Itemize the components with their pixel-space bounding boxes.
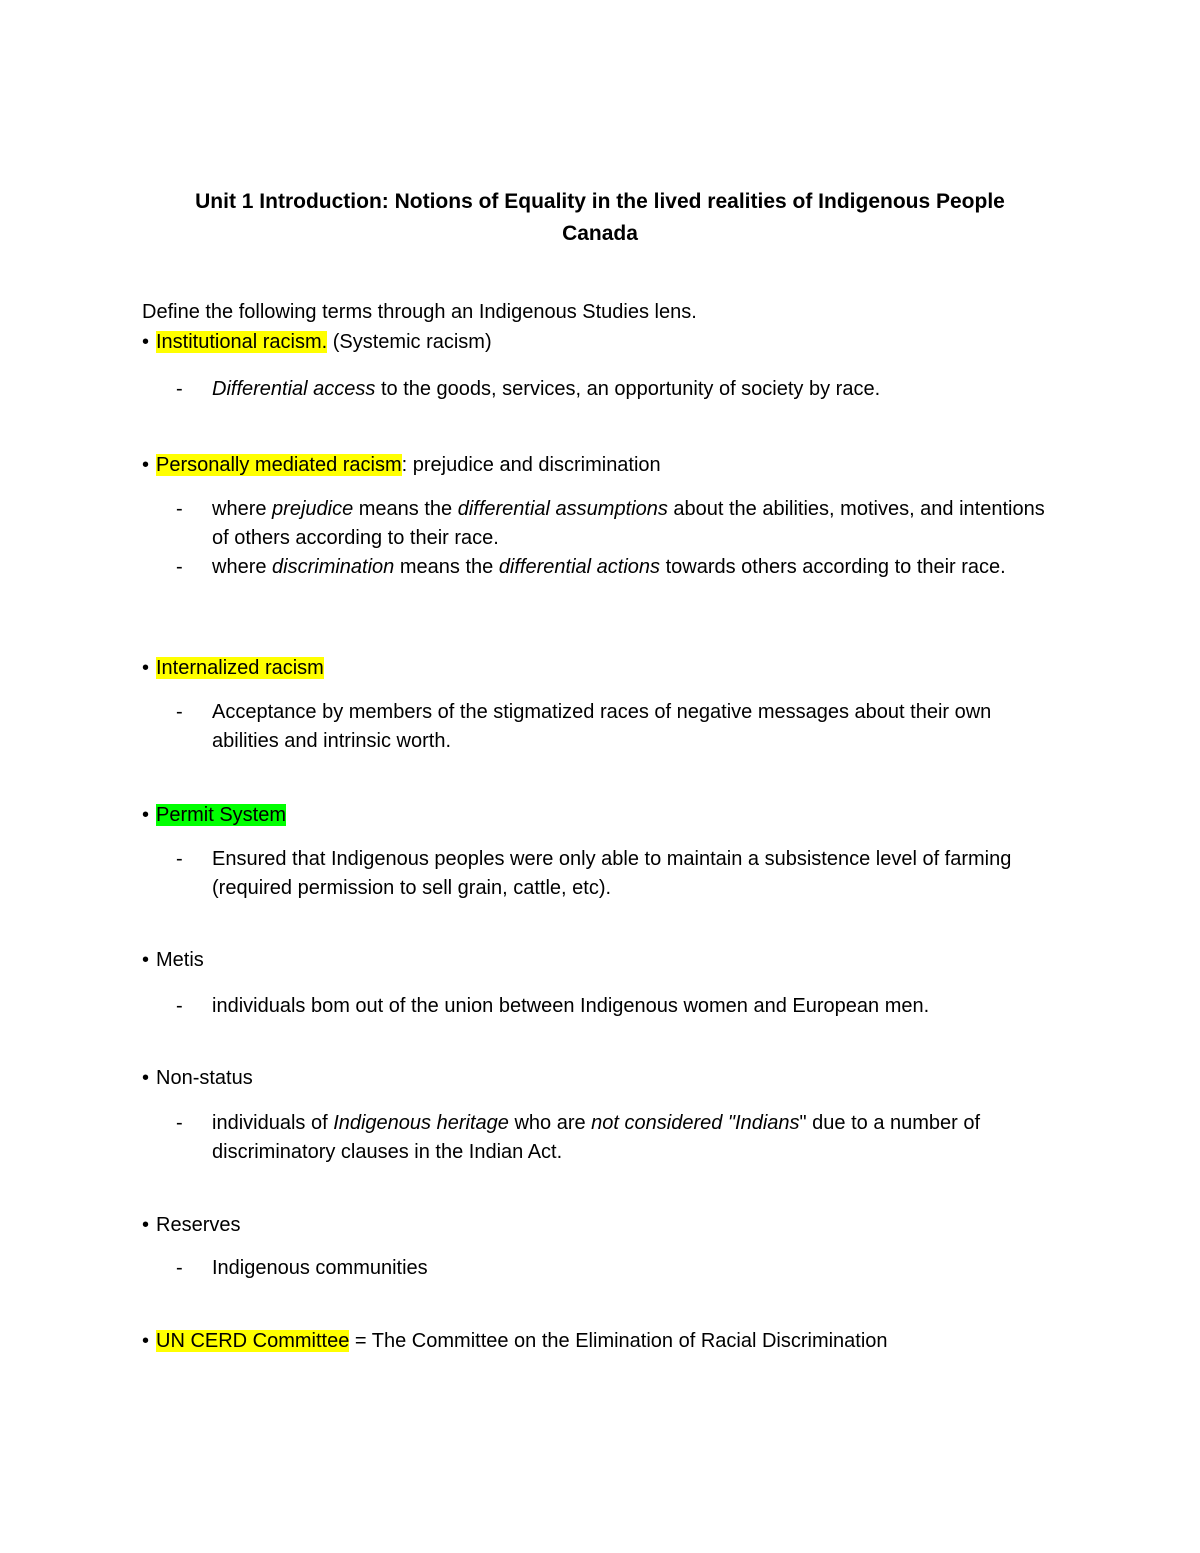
definition-text: Ensured that Indigenous peoples were only able to maintain a subsistence level of farming (required permission to sell grain, cattle, etc). <box>212 848 1012 899</box>
term-rest: : prejudice and discrimination <box>401 454 661 476</box>
dash-icon: - <box>176 556 183 578</box>
definition-item <box>176 1109 1056 1167</box>
italic-text: differential actions <box>498 556 661 578</box>
definition-item <box>176 553 1056 582</box>
definition-item <box>176 992 1056 1021</box>
definition-text: Indigenous communities <box>212 1257 428 1279</box>
definition-text: Acceptance by members of the stigmatized races of negative messages about their own abilities and intrinsic worth. <box>212 701 992 752</box>
bullet-icon: • <box>142 1214 150 1236</box>
term-permit-system <box>142 801 286 829</box>
bullet-icon: • <box>142 804 150 826</box>
bullet-icon: • <box>142 1067 150 1089</box>
definition-text: to the goods, services, an opportunity of society by race. <box>375 378 881 400</box>
definition-text: " due to a number of discriminatory clauses in the Indian Act. <box>212 1112 981 1163</box>
definition-text: who are <box>508 1112 592 1134</box>
term-label: Metis <box>156 949 204 971</box>
term-non-status <box>142 1064 253 1092</box>
bullet-icon: • <box>142 657 150 679</box>
italic-text: not considered "Indians <box>591 1112 800 1134</box>
term-metis <box>142 946 204 974</box>
definition-text: towards others according to their race. <box>660 556 1006 578</box>
dash-icon: - <box>176 1257 183 1279</box>
italic-text: discrimination <box>272 556 395 578</box>
dash-icon: - <box>176 995 183 1017</box>
term-reserves <box>142 1211 240 1239</box>
definition-text: about the abilities, motives, and intentions of others according to their race. <box>212 498 1045 549</box>
definition-item <box>176 495 1056 553</box>
definition-text: individuals of <box>212 1112 334 1134</box>
italic-text: Indigenous heritage <box>333 1112 509 1134</box>
dash-icon: - <box>176 498 183 520</box>
term-institutional-racism <box>142 328 492 356</box>
term-label: Non-status <box>156 1067 253 1089</box>
term-un-cerd-committee <box>142 1327 888 1355</box>
term-rest: = The Committee on the Elimination of Racial Discrimination <box>349 1330 888 1352</box>
definition-text: where <box>212 498 273 520</box>
definition-text: means the <box>394 556 499 578</box>
bullet-icon: • <box>142 331 150 353</box>
dash-icon: - <box>176 1112 183 1134</box>
definition-item <box>176 1254 1056 1283</box>
term-rest: (Systemic racism) <box>327 331 492 353</box>
bullet-icon: • <box>142 1330 150 1352</box>
page-title <box>150 186 1050 250</box>
definition-text: where <box>212 556 273 578</box>
italic-text: differential assumptions <box>457 498 668 520</box>
term-label: Internalized racism <box>156 657 324 679</box>
term-label: Permit System <box>156 804 287 826</box>
definition-text: individuals bom out of the union between Indigenous women and European men. <box>212 995 930 1017</box>
dash-icon: - <box>176 848 183 870</box>
bullet-icon: • <box>142 949 150 971</box>
term-internalized-racism <box>142 654 324 682</box>
definition-item <box>176 375 1056 404</box>
dash-icon: - <box>176 378 183 400</box>
term-label: UN CERD Committee <box>156 1330 350 1352</box>
definition-item <box>176 698 1056 756</box>
definition-text: means the <box>353 498 458 520</box>
intro-text: Define the following terms through an Indigenous Studies lens. <box>142 301 697 323</box>
title-line-1: Unit 1 Introduction: Notions of Equality in the lived realities of Indigenous People <box>195 190 1005 213</box>
term-label: Reserves <box>156 1214 241 1236</box>
dash-icon: - <box>176 701 183 723</box>
italic-text: Differential access <box>212 378 376 400</box>
definition-item <box>176 845 1056 903</box>
bullet-icon: • <box>142 454 150 476</box>
term-personally-mediated-racism <box>142 451 661 479</box>
title-line-2: Canada <box>562 222 638 245</box>
term-label: Personally mediated racism <box>156 454 402 476</box>
italic-text: prejudice <box>272 498 354 520</box>
term-label: Institutional racism. <box>156 331 328 353</box>
